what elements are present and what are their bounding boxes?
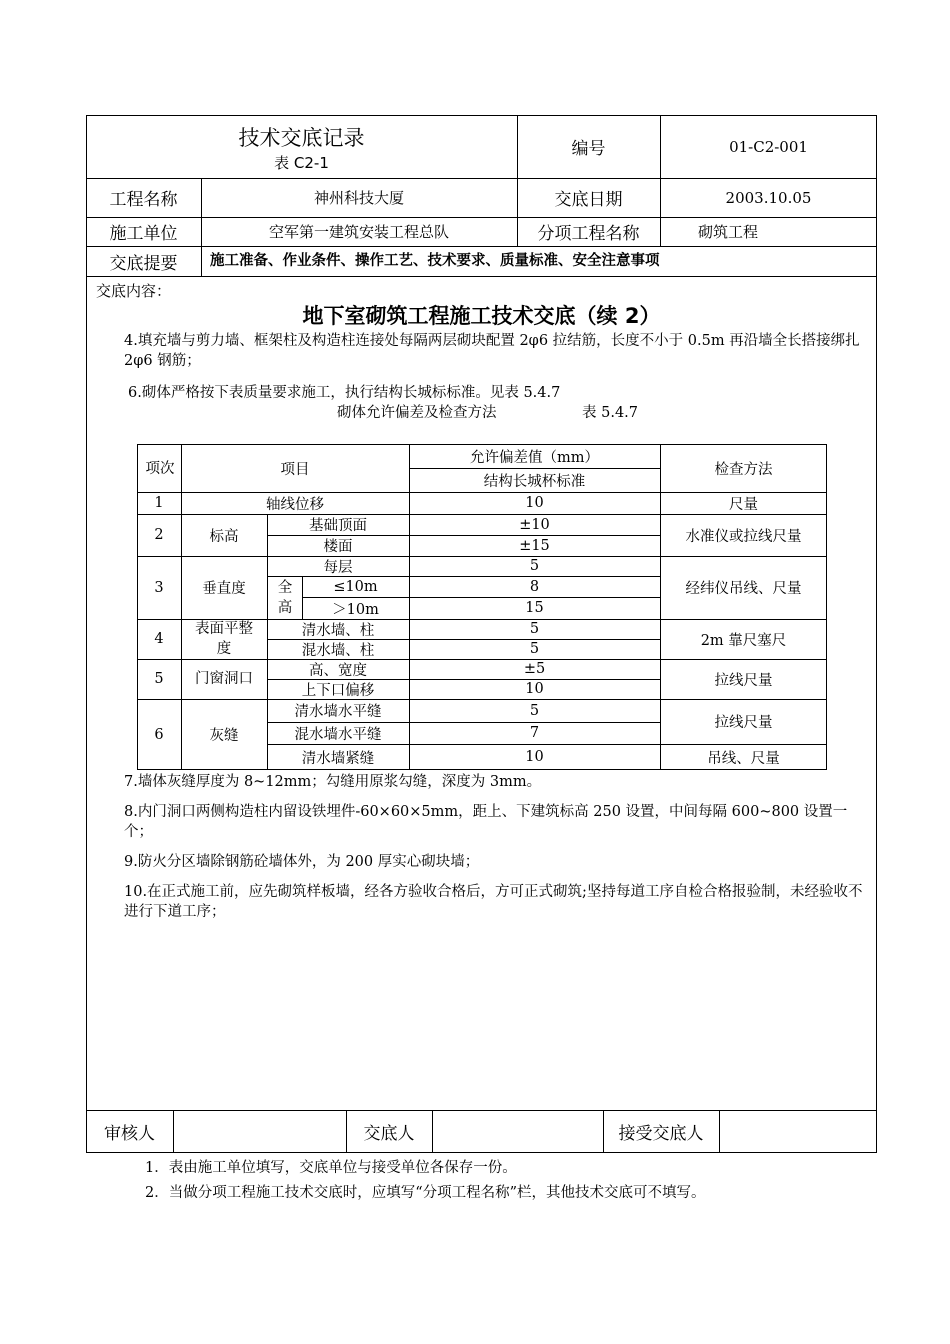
reviewer-label: 审核人 [104, 1124, 155, 1144]
row-value: 10 [525, 495, 544, 511]
row-no: 3 [154, 579, 164, 596]
project-label: 工程名称 [109, 190, 178, 210]
paragraph-8: 8.内门洞口两侧构造柱内留设铁埋件-60×60×5mm，距上、下建筑标高 250 设置，中间每隔 600~800 设置一个； [124, 804, 848, 840]
header-standard: 结构长城杯标准 [483, 473, 586, 490]
row-item: 灰缝 [209, 728, 239, 744]
form-title: 技术交底记录 [238, 126, 365, 150]
date-label: 交底日期 [554, 190, 623, 210]
summary-label: 交底提要 [109, 253, 178, 274]
header-allowance: 允许偏差值（mm） [470, 449, 599, 466]
header-method: 检查方法 [714, 461, 773, 478]
table-number: 表 5.4.7 [582, 405, 639, 421]
row-value: 5 [529, 702, 540, 719]
note-2: 2．当做分项工程施工技术交底时，应填写“分项工程名称”栏，其他技术交底可不填写。 [145, 1185, 706, 1201]
row-method: 拉线尺量 [714, 715, 773, 731]
paragraph-10: 10.在正式施工前，应先砌筑样板墙，经各方验收合格后，方可正式砌筑;坚持每道工序自检合格报验制，未经验收不进行下道工序； [124, 884, 863, 920]
divider [86, 246, 877, 247]
row-item: 门窗洞口 [195, 671, 253, 687]
row-value: ±10 [519, 516, 550, 533]
row-subitem: 上下口偏移 [301, 682, 375, 699]
row-subitem: 清水墙水平缝 [294, 704, 382, 720]
unit-value: 空军第一建筑安装工程总队 [268, 223, 449, 241]
row-value: 15 [525, 600, 544, 616]
row-subitem: 清水墙、柱 [301, 622, 375, 639]
row-item: 垂直度 [202, 581, 246, 597]
receiver-label: 接受交底人 [618, 1124, 704, 1144]
table-caption: 砌体允许偏差及检查方法 [337, 405, 497, 421]
row-subitem: ＞10m [332, 601, 379, 618]
row-subitem: 清水墙紧缝 [301, 750, 375, 767]
row-method: 水准仪或拉线尺量 [685, 528, 802, 545]
row-no: 6 [154, 726, 164, 743]
row-value: 5 [529, 641, 540, 657]
row-value: 5 [529, 558, 540, 574]
row-full-height: 全高 [277, 580, 293, 616]
project-value: 神州科技大厦 [313, 189, 404, 207]
subproject-value: 砌筑工程 [698, 223, 759, 241]
paragraph-7: 7.墙体灰缝厚度为 8~12mm；勾缝用原浆勾缝，深度为 3mm。 [124, 774, 542, 790]
number-label: 编号 [571, 139, 606, 159]
row-no: 5 [154, 671, 164, 687]
divider [86, 276, 877, 277]
row-item: 表面平整度 [195, 621, 253, 657]
row-method: 拉线尺量 [714, 672, 773, 689]
row-subitem: 混水墙水平缝 [294, 726, 382, 743]
content-title: 地下室砌筑工程施工技术交底（续 2） [302, 304, 661, 328]
row-value: ±5 [523, 661, 546, 677]
reviewer-signature-field[interactable] [174, 1111, 346, 1152]
discloser-label: 交底人 [363, 1124, 415, 1144]
receiver-signature-field[interactable] [720, 1111, 876, 1152]
discloser-signature-field[interactable] [433, 1111, 603, 1152]
row-subitem: 基础顶面 [309, 518, 367, 534]
row-value: ±15 [519, 537, 550, 554]
note-1: 1．表由施工单位填写，交底单位与接受单位各保存一份。 [145, 1160, 517, 1176]
row-method: 尺量 [729, 496, 758, 513]
row-method: 吊线、尺量 [707, 750, 780, 767]
row-value: 5 [529, 621, 540, 637]
row-no: 2 [154, 527, 164, 543]
content-label: 交底内容： [96, 282, 172, 300]
date-value: 2003.10.05 [725, 188, 812, 207]
header-item: 项目 [280, 461, 310, 478]
header-no: 项次 [145, 460, 175, 477]
row-value: 10 [525, 749, 544, 765]
row-subitem: ≤10m [333, 578, 378, 595]
row-value: 10 [525, 681, 544, 697]
row-value: 8 [529, 578, 540, 595]
row-subitem: 混水墙、柱 [301, 642, 375, 659]
row-item: 标高 [209, 528, 239, 545]
row-method: 经纬仪吊线、尺量 [685, 581, 802, 597]
paragraph-6: 6.砌体严格按下表质量要求施工，执行结构长城标标准。见表 5.4.7 [128, 385, 561, 401]
form-number: 表 C2-1 [274, 153, 329, 172]
paragraph-9: 9.防火分区墙除钢筋砼墙体外，为 200 厚实心砌块墙； [124, 854, 480, 870]
row-subitem: 楼面 [323, 539, 353, 555]
row-subitem: 高、宽度 [309, 662, 367, 679]
summary-value: 施工准备、作业条件、操作工艺、技术要求、质量标准、安全注意事项 [210, 253, 660, 269]
row-value: 7 [529, 725, 540, 741]
row-no: 1 [154, 495, 164, 511]
unit-label: 施工单位 [109, 224, 178, 244]
number-value: 01-C2-001 [729, 137, 808, 156]
row-item: 轴线位移 [266, 496, 324, 513]
subproject-label: 分项工程名称 [537, 224, 640, 244]
row-no: 4 [154, 631, 164, 647]
row-method: 2m 靠尺塞尺 [700, 632, 787, 649]
paragraph-4: 4.填充墙与剪力墙、框架柱及构造柱连接处每隔两层砌块配置 2φ6 拉结筋，长度不小于 0.5m 再沿墙全长搭接绑扎 2φ6 钢筋； [124, 333, 860, 369]
row-subitem: 每层 [323, 559, 353, 576]
